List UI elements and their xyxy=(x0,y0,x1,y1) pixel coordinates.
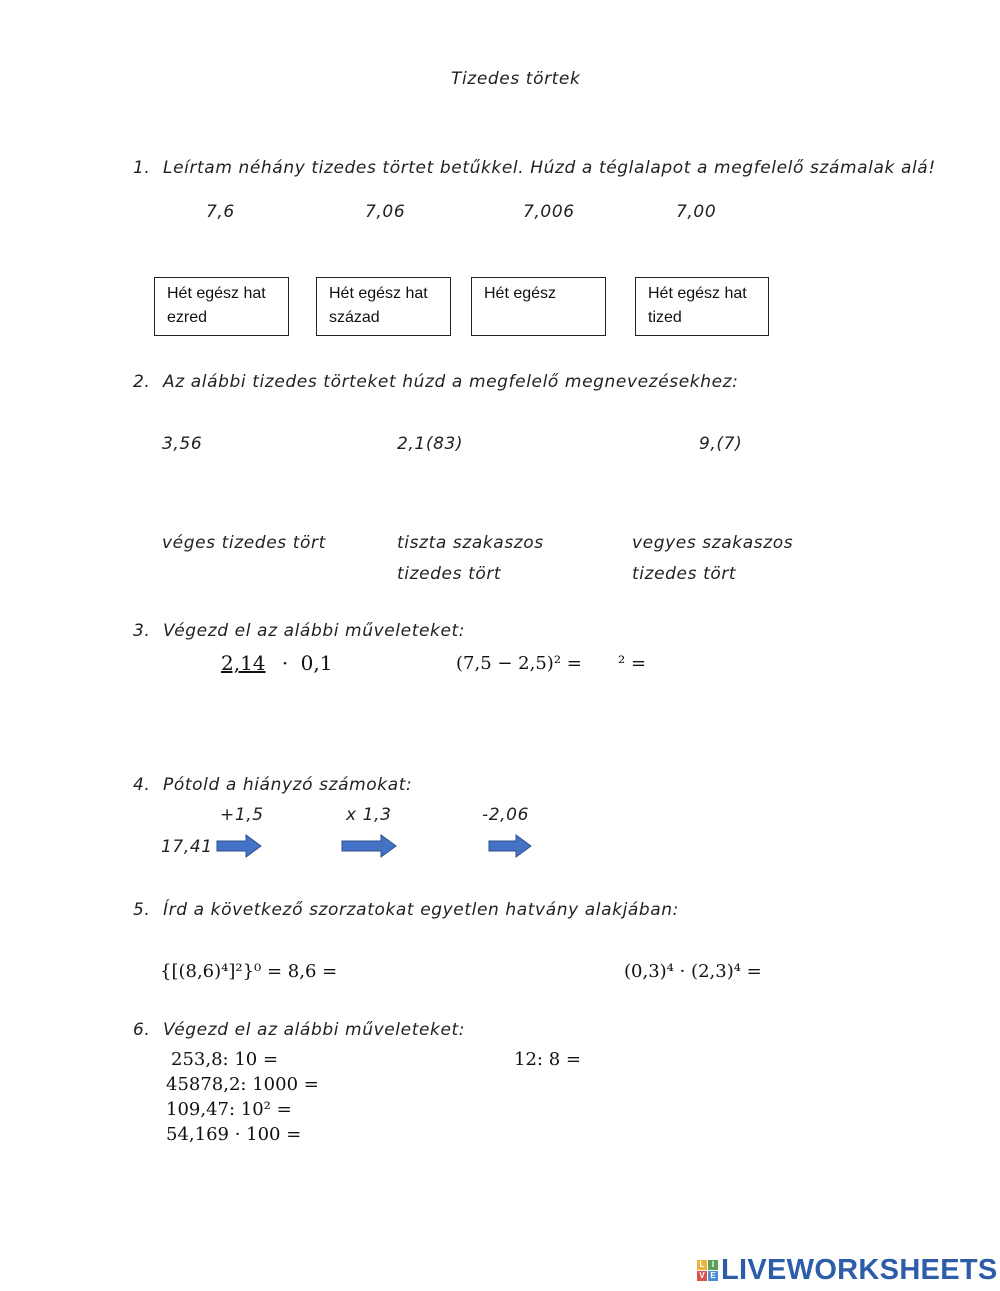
q6-instruction: Végezd el az alábbi műveleteket: xyxy=(163,1020,466,1040)
logo-mark-tile: E xyxy=(708,1271,718,1281)
q2-label-3 xyxy=(632,528,793,590)
logo-mark-tile: L xyxy=(697,1260,707,1270)
q2-number-2[interactable]: 2,1(83) xyxy=(397,434,464,454)
q6-expression-right: 12: 8 = xyxy=(514,1049,581,1070)
q2-number: 2. xyxy=(133,372,151,392)
page-title: Tizedes törtek xyxy=(451,69,581,89)
q1-number-2: 7,06 xyxy=(365,202,406,222)
q3-expression-2: (7,5 − 2,5)² = xyxy=(456,653,582,674)
q1-drag-box-4[interactable] xyxy=(635,277,769,336)
q6-left-column xyxy=(166,1047,319,1147)
arrow-3-icon xyxy=(488,834,532,858)
q2-label-3-line-2: tizedes tört xyxy=(632,564,737,584)
q1-box-3-line-1: Hét egész xyxy=(484,285,557,302)
q4-instruction: Pótold a hiányzó számokat: xyxy=(163,775,413,795)
q3-expr1-b: 0,1 xyxy=(300,651,333,675)
q4-op-3: -2,06 xyxy=(482,805,529,825)
q2-number-3[interactable]: 9,(7) xyxy=(699,434,743,454)
q1-number: 1. xyxy=(133,158,151,178)
q4-start-value: 17,41 xyxy=(161,837,213,857)
logo-mark-icon xyxy=(697,1260,718,1281)
q2-label-1-line-1: véges tizedes tört xyxy=(162,533,326,553)
q1-drag-box-2[interactable] xyxy=(316,277,451,336)
arrow-2-icon xyxy=(341,834,397,858)
q4-number: 4. xyxy=(133,775,151,795)
q1-box-1-line-1: Hét egész hat xyxy=(167,285,266,302)
q1-box-1-line-2: ezred xyxy=(167,309,208,326)
logo-mark-tile: I xyxy=(708,1260,718,1270)
q3-number: 3. xyxy=(133,621,151,641)
q4-op-1: +1,5 xyxy=(220,805,264,825)
q1-box-2-line-2: század xyxy=(329,309,380,326)
q2-instruction: Az alábbi tizedes törteket húzd a megfelelő megnevezésekhez: xyxy=(163,372,739,392)
q1-number-1: 7,6 xyxy=(206,202,235,222)
liveworksheets-logo xyxy=(697,1254,998,1287)
logo-mark-tile: V xyxy=(697,1271,707,1281)
q5-expression-1: {[(8,6)⁴]²}⁰ = 8,6 = xyxy=(160,961,338,982)
q2-label-1 xyxy=(162,528,326,559)
arrow-1-icon xyxy=(216,834,262,858)
q5-instruction: Írd a következő szorzatokat egyetlen hatvány alakjában: xyxy=(163,900,680,920)
q6-number: 6. xyxy=(133,1020,151,1040)
q3-expr1-a: 2,14 xyxy=(221,651,266,675)
q1-box-2-line-1: Hét egész hat xyxy=(329,285,428,302)
q2-label-3-line-1: vegyes szakaszos xyxy=(632,533,794,553)
q2-number-1[interactable]: 3,56 xyxy=(162,434,203,454)
q2-label-2-line-1: tiszta szakaszos xyxy=(397,533,544,553)
q2-label-2 xyxy=(397,528,544,590)
q3-expression-3: ² = xyxy=(618,653,647,674)
q6-expression-4: 54,169 · 100 = xyxy=(166,1124,302,1145)
q5-expression-2: (0,3)⁴ · (2,3)⁴ = xyxy=(624,961,762,982)
q1-number-3: 7,006 xyxy=(523,202,575,222)
q6-expression-3: 109,47: 10² = xyxy=(166,1099,292,1120)
q2-label-2-line-2: tizedes tört xyxy=(397,564,502,584)
q3-expr1-op: · xyxy=(281,651,289,675)
logo-text: LIVEWORKSHEETS xyxy=(721,1254,998,1286)
q6-expression-2: 45878,2: 1000 = xyxy=(166,1074,319,1095)
q6-expression-1: 253,8: 10 = xyxy=(171,1049,279,1070)
q4-op-2: x 1,3 xyxy=(346,805,392,825)
q5-number: 5. xyxy=(133,900,151,920)
q1-drag-box-1[interactable] xyxy=(154,277,289,336)
q1-number-4: 7,00 xyxy=(676,202,717,222)
q1-box-4-line-2: tized xyxy=(648,309,682,326)
q1-drag-box-3[interactable] xyxy=(471,277,606,336)
q3-expression-1 xyxy=(221,651,332,675)
q1-instruction: Leírtam néhány tizedes törtet betűkkel. Húzd a téglalapot a megfelelő számalak alá! xyxy=(163,158,936,178)
q3-instruction: Végezd el az alábbi műveleteket: xyxy=(163,621,466,641)
q1-box-4-line-1: Hét egész hat xyxy=(648,285,747,302)
